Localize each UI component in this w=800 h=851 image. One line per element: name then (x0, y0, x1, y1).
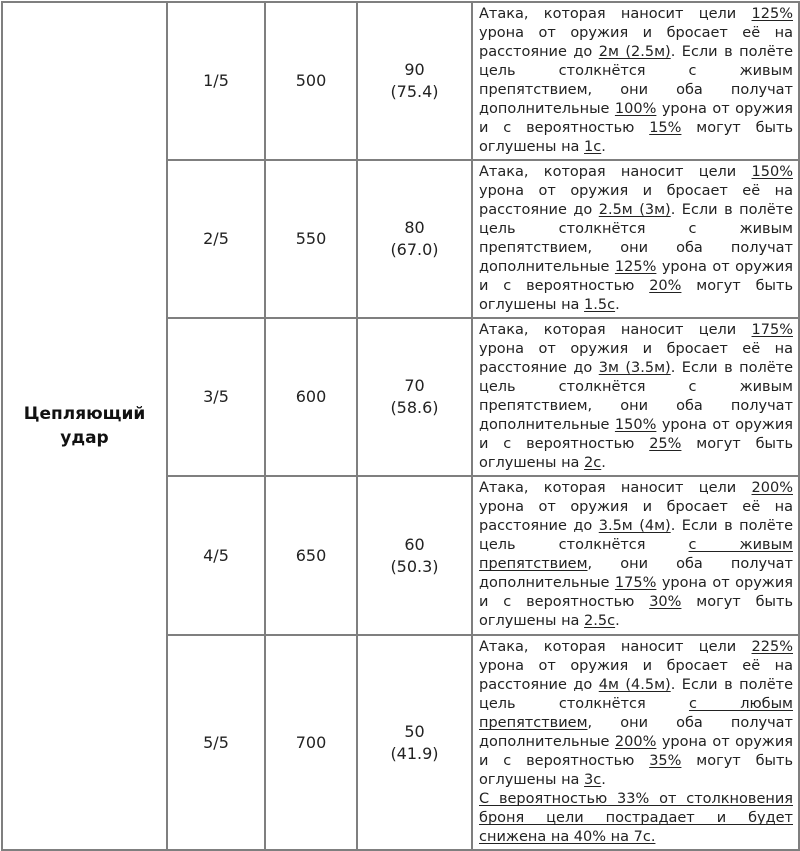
underlined-term: 3.5м (4м) (598, 518, 671, 534)
skill-table (1, 1, 800, 851)
description-text: Атака, которая наносит цели (479, 6, 752, 22)
skill-description (472, 318, 799, 476)
description-paragraph (479, 790, 793, 847)
underlined-term: 125% (751, 6, 793, 22)
description-text: могут быть оглушены на (479, 753, 793, 788)
underlined-term: с живым препятствием (479, 537, 793, 572)
skill-description (472, 476, 799, 635)
underlined-term: 15% (649, 120, 682, 136)
skill-description (472, 635, 799, 850)
description-text: . (615, 297, 620, 313)
description-text: урона от оружия и с вероятностью (479, 575, 793, 610)
skill-level: 5/5 (167, 635, 265, 850)
underlined-term: 20% (649, 278, 682, 294)
underlined-term: 100% (614, 101, 657, 117)
description-text: . Если в полёте цель столкнётся с живым препятствием, они оба получат дополнительные (479, 360, 794, 433)
description-paragraph (479, 321, 793, 473)
underlined-term: 30% (649, 594, 682, 610)
underlined-term: 150% (751, 164, 793, 180)
skill-damage (357, 2, 472, 160)
skill-cost: 500 (265, 2, 357, 160)
description-text: урона от оружия и с вероятностью (479, 101, 793, 136)
underlined-term: 150% (614, 417, 657, 433)
description-text: урона от оружия и бросает её на расстояние до (479, 341, 793, 376)
description-paragraph (479, 5, 793, 157)
underlined-term: 175% (751, 322, 793, 338)
underlined-term: 35% (649, 753, 682, 769)
description-text: . (601, 772, 606, 788)
skill-level: 3/5 (167, 318, 265, 476)
table-row (2, 2, 799, 160)
underlined-term: с любым препятствием (479, 696, 793, 731)
description-paragraph (479, 638, 793, 790)
damage-main: 50 (404, 721, 425, 741)
damage-main: 80 (404, 218, 425, 237)
underlined-term: 25% (649, 436, 682, 452)
damage-secondary: (67.0) (390, 240, 439, 259)
description-text: урона от оружия и бросает её на расстояние до (479, 183, 793, 218)
skill-description (472, 160, 799, 318)
skill-damage (357, 476, 472, 635)
description-text: урона от оружия и с вероятностью (479, 417, 793, 452)
description-text: . (601, 139, 606, 155)
description-text: . Если в полёте цель столкнётся (479, 518, 794, 553)
description-text: Атака, которая наносит цели (479, 322, 752, 338)
underlined-term: 3с (584, 772, 602, 788)
skill-level: 1/5 (167, 2, 265, 160)
skill-damage (357, 635, 472, 850)
description-text: . Если в полёте цель столкнётся (479, 677, 794, 712)
skill-level: 4/5 (167, 476, 265, 635)
skill-name: Цепляющий удар (2, 2, 167, 850)
underlined-term: 2.5м (3м) (598, 202, 671, 218)
underlined-term: 1с (584, 139, 602, 155)
description-text: . Если в полёте цель столкнётся с живым препятствием, они оба получат дополнительные (479, 202, 794, 275)
underlined-term: 125% (614, 259, 657, 275)
description-paragraph (479, 479, 793, 631)
description-text: урона от оружия и бросает её на расстояние до (479, 25, 793, 60)
underlined-term: 4м (4.5м) (598, 677, 671, 693)
skill-cost: 550 (265, 160, 357, 318)
table-body (2, 2, 799, 850)
description-text: . (601, 455, 606, 471)
description-text: , они оба получат дополнительные (479, 556, 793, 591)
description-text: , они оба получат дополнительные (479, 715, 793, 750)
underlined-term: 1.5с (584, 297, 616, 313)
description-text: могут быть оглушены на (479, 594, 793, 629)
skill-cost: 650 (265, 476, 357, 635)
underlined-term: 2с (584, 455, 602, 471)
damage-secondary: (58.6) (390, 398, 439, 417)
underlined-term: 3м (3.5м) (598, 360, 671, 376)
description-text: урона от оружия и с вероятностью (479, 259, 793, 294)
damage-main: 90 (404, 60, 425, 79)
underlined-term: 2м (2.5м) (598, 44, 671, 60)
skill-cost: 600 (265, 318, 357, 476)
description-text: урона от оружия и с вероятностью (479, 734, 793, 769)
description-text: Атака, которая наносит цели (479, 164, 752, 180)
description-text: . Если в полёте цель столкнётся с живым препятствием, они оба получат дополнительные (479, 44, 794, 117)
damage-main: 70 (404, 376, 425, 395)
damage-main: 60 (404, 534, 425, 554)
description-text: урона от оружия и бросает её на расстояние до (479, 499, 793, 534)
underlined-term: 200% (751, 480, 793, 496)
skill-cost: 700 (265, 635, 357, 850)
skill-description (472, 2, 799, 160)
description-text: могут быть оглушены на (479, 120, 793, 155)
description-text: Атака, которая наносит цели (479, 480, 752, 496)
skill-damage (357, 318, 472, 476)
skill-damage (357, 160, 472, 318)
description-text: могут быть оглушены на (479, 436, 793, 471)
underlined-term: 175% (614, 575, 657, 591)
description-text: Атака, которая наносит цели (479, 639, 752, 655)
description-paragraph (479, 163, 793, 315)
underlined-term: С вероятностью 33% от столкновения броня цели пострадает и будет снижена на 40% на 7с. (479, 791, 793, 845)
description-text: могут быть оглушены на (479, 278, 793, 313)
damage-secondary: (75.4) (390, 82, 439, 101)
damage-secondary: (41.9) (390, 743, 439, 763)
underlined-term: 225% (751, 639, 793, 655)
skill-level: 2/5 (167, 160, 265, 318)
underlined-term: 200% (614, 734, 657, 750)
description-text: . (615, 613, 620, 629)
description-text: урона от оружия и бросает её на расстояние до (479, 658, 793, 693)
underlined-term: 2.5с (584, 613, 616, 629)
damage-secondary: (50.3) (390, 556, 439, 576)
